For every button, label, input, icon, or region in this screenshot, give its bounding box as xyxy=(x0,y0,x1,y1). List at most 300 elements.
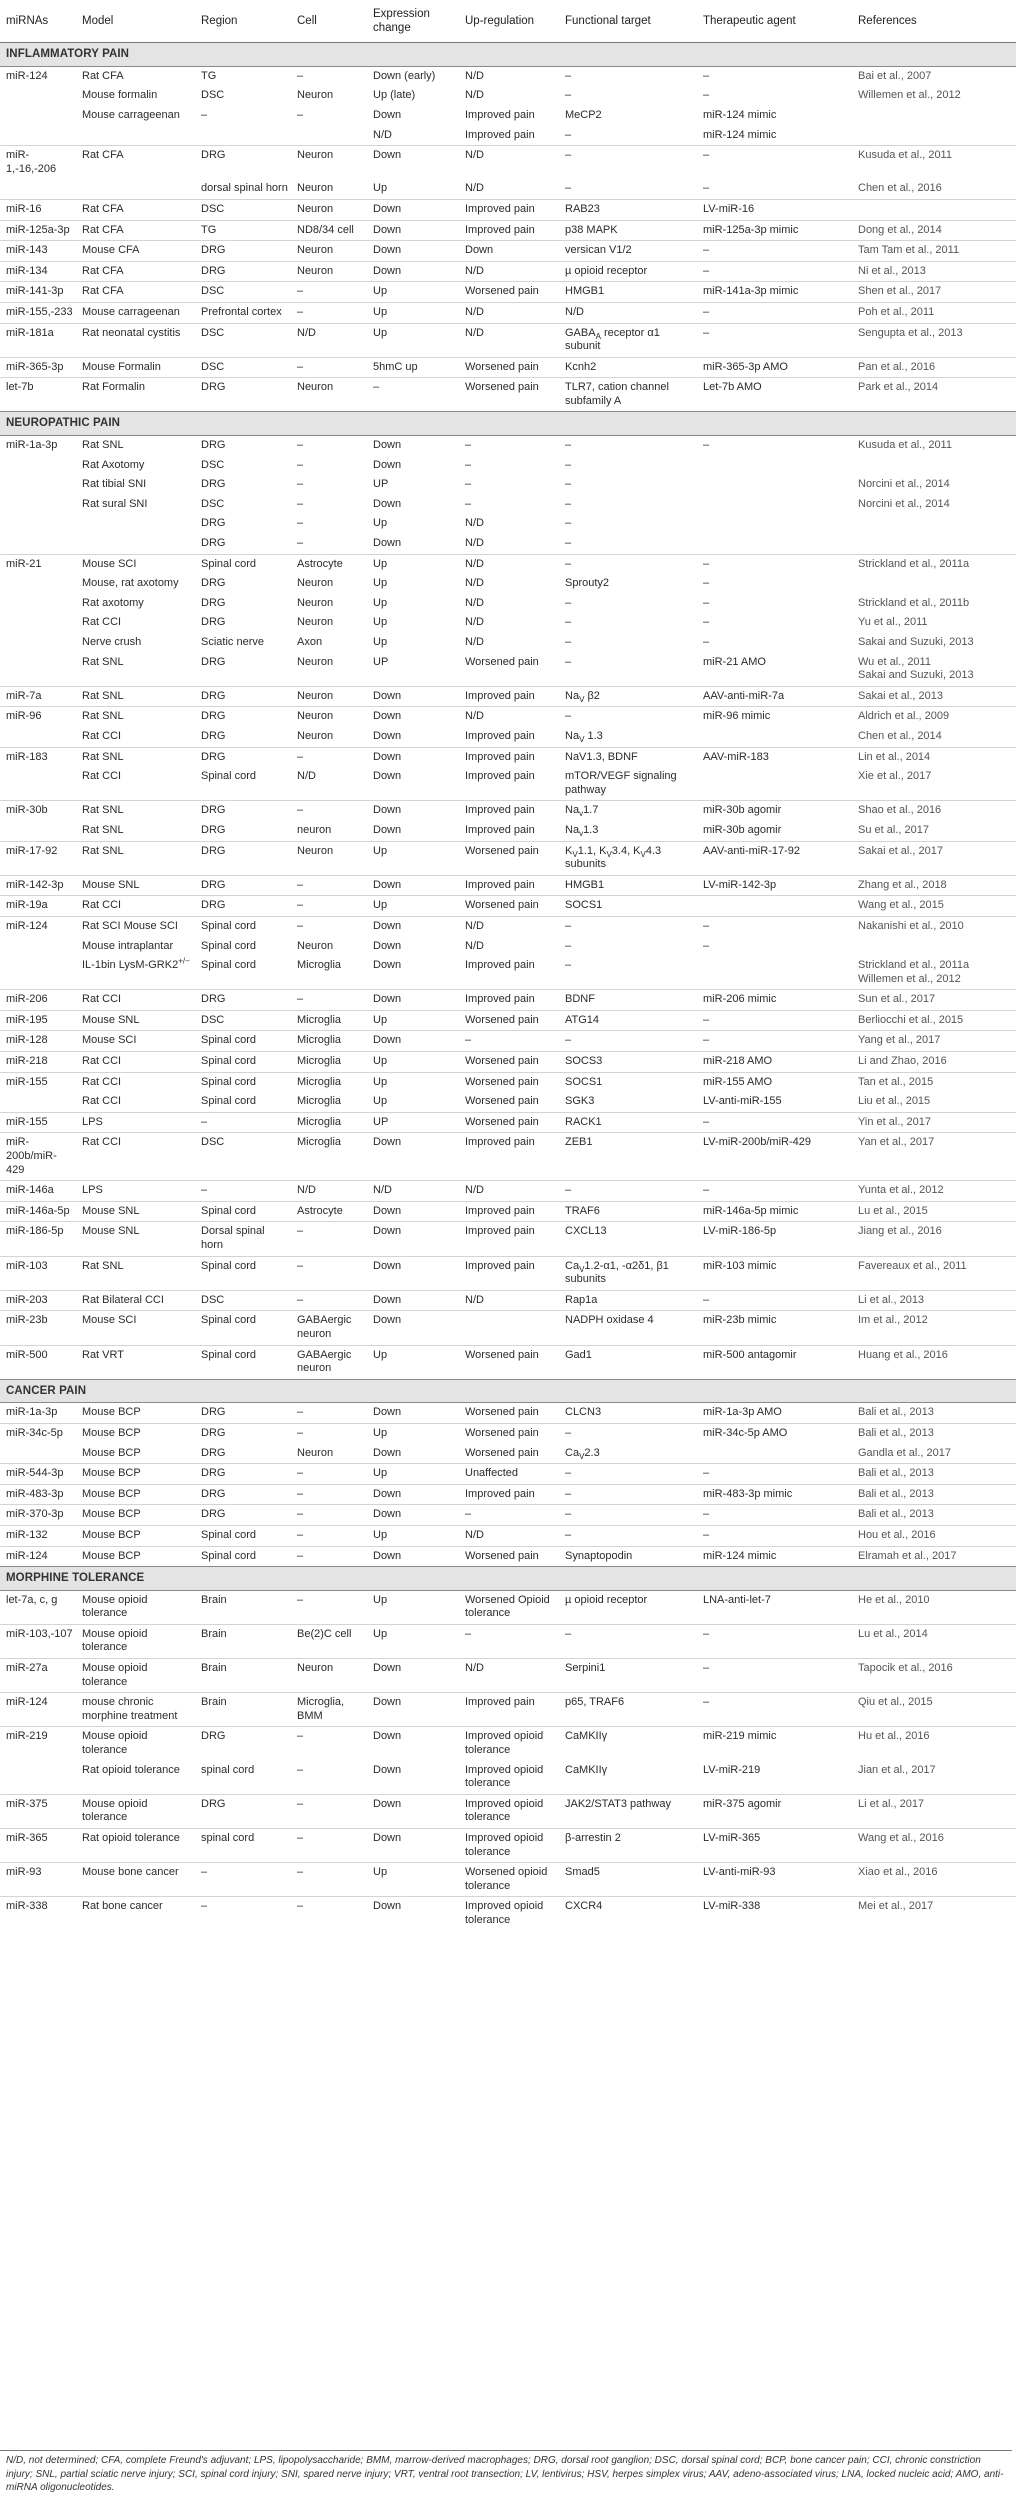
cell-expression-change: Down xyxy=(369,875,461,896)
cell-model: Mouse BCP xyxy=(78,1525,197,1546)
cell-model: Mouse opioid tolerance xyxy=(78,1727,197,1761)
table-row xyxy=(0,1311,1016,1345)
cell-functional-target: NaV1.3, BDNF xyxy=(561,747,699,767)
cell-functional-target: SOCS3 xyxy=(561,1052,699,1073)
cell-mirna xyxy=(0,475,78,495)
cell-expression-change: Down xyxy=(369,1031,461,1052)
cell-model: Rat CFA xyxy=(82,69,124,82)
cell-therapeutic-agent: – xyxy=(703,596,710,609)
cell-therapeutic-agent: LV-miR-200b/miR-429 xyxy=(699,1133,854,1181)
cell-region: DRG xyxy=(201,1446,226,1459)
table-row xyxy=(0,574,1016,594)
cell-references: Sun et al., 2017 xyxy=(854,990,1016,1011)
cell-therapeutic-agent: miR-375 agomir xyxy=(699,1794,854,1828)
cell-functional-target: – xyxy=(561,707,699,727)
cell-references: Hu et al., 2016 xyxy=(854,1727,1016,1761)
cell-up-regulation: N/D xyxy=(461,1181,561,1202)
cell-cell: – xyxy=(297,1763,304,1776)
cell-up-regulation: N/D xyxy=(461,707,561,727)
cell-references: Chen et al., 2014 xyxy=(858,729,942,742)
cell-up-regulation: Worsened pain xyxy=(461,1345,561,1379)
cell-references: Kusuda et al., 2011 xyxy=(858,439,952,452)
cell-functional-target: NADPH oxidase 4 xyxy=(561,1311,699,1345)
cell-mirna: miR-143 xyxy=(0,241,78,262)
cell-cell: – xyxy=(293,1829,369,1863)
cell-expression-change: Down xyxy=(369,1290,461,1311)
table-row xyxy=(0,1403,1016,1424)
cell-mirna: miR-134 xyxy=(0,261,78,282)
cell-expression-change: Down xyxy=(369,707,461,727)
cell-functional-target: SOCS1 xyxy=(561,896,699,917)
cell-references xyxy=(854,199,1016,220)
cell-up-regulation: – xyxy=(465,497,472,510)
cell-region: spinal cord xyxy=(201,1763,255,1776)
cell-model: Mouse SNL xyxy=(78,1201,197,1222)
table-row xyxy=(0,633,1016,653)
cell-up-regulation: – xyxy=(461,1031,561,1052)
cell-references xyxy=(854,937,1016,957)
cell-functional-target: – xyxy=(565,939,572,952)
table-row xyxy=(0,1761,1016,1795)
cell-model: IL-1bin LysM-GRK2+/− xyxy=(82,956,190,972)
cell-model: Mouse formalin xyxy=(82,89,158,102)
table-row xyxy=(0,1092,1016,1112)
cell-up-regulation: N/D xyxy=(461,1659,561,1693)
cell-up-regulation: Down xyxy=(461,241,561,262)
cell-therapeutic-agent: – xyxy=(699,1624,854,1658)
table-row xyxy=(0,1444,1016,1464)
cell-up-regulation: N/D xyxy=(461,261,561,282)
table-row xyxy=(0,241,1016,262)
cell-model: Mouse SNL xyxy=(78,1222,197,1256)
cell-therapeutic-agent: AAV-miR-183 xyxy=(699,747,854,767)
cell-references: Tapocik et al., 2016 xyxy=(854,1659,1016,1693)
cell-therapeutic-agent: – xyxy=(699,1112,854,1133)
cell-references: Zhang et al., 2018 xyxy=(854,875,1016,896)
cell-functional-target: – xyxy=(565,517,572,530)
cell-therapeutic-agent: miR-124 mimic xyxy=(703,108,777,121)
cell-region: Sciatic nerve xyxy=(201,636,264,648)
table-row xyxy=(0,613,1016,633)
cell-region: DSC xyxy=(197,1133,293,1181)
cell-functional-target: p65, TRAF6 xyxy=(561,1693,699,1727)
cell-region: DRG xyxy=(201,596,226,609)
cell-up-regulation: Improved pain xyxy=(461,1222,561,1256)
table-row xyxy=(0,767,1016,801)
cell-expression-change: Down xyxy=(369,1659,461,1693)
cell-model: Mouse BCP xyxy=(82,1446,141,1459)
cell-cell: N/D xyxy=(293,1181,369,1202)
cell-references xyxy=(854,456,1016,476)
cell-up-regulation: N/D xyxy=(465,616,484,629)
cell-up-regulation: Improved pain xyxy=(461,1484,561,1505)
cell-functional-target: $GABA_A$ receptor α1 subunit xyxy=(561,323,699,357)
cell-therapeutic-agent: – xyxy=(703,89,710,102)
cell-expression-change: Up xyxy=(369,896,461,917)
cell-region: DSC xyxy=(197,323,293,357)
cell-functional-target: – xyxy=(561,1031,699,1052)
cell-region: DRG xyxy=(197,1505,293,1526)
cell-therapeutic-agent: miR-219 mimic xyxy=(699,1727,854,1761)
cell-up-regulation: Improved pain xyxy=(461,1256,561,1290)
cell-expression-change: UP xyxy=(369,1112,461,1133)
cell-therapeutic-agent: – xyxy=(703,439,710,452)
cell-model: Rat CFA xyxy=(78,199,197,220)
cell-functional-target: µ opioid receptor xyxy=(561,261,699,282)
cell-functional-target: – xyxy=(561,1505,699,1526)
table-row xyxy=(0,1794,1016,1828)
cell-model: Mouse opioid tolerance xyxy=(78,1624,197,1658)
cell-up-regulation: N/D xyxy=(461,302,561,323)
cell-mirna: miR-27a xyxy=(0,1659,78,1693)
cell-cell: – xyxy=(293,1290,369,1311)
cell-therapeutic-agent: – xyxy=(699,1464,854,1485)
cell-model: Mouse BCP xyxy=(78,1484,197,1505)
table-row xyxy=(0,1624,1016,1658)
cell-cell: Neuron xyxy=(293,261,369,282)
cell-up-regulation: Improved pain xyxy=(461,990,561,1011)
cell-expression-change: Up xyxy=(373,182,388,195)
table-row xyxy=(0,916,1016,936)
cell-model: Rat axotomy xyxy=(82,596,144,609)
cell-region: DRG xyxy=(201,537,226,550)
cell-functional-target: MeCP2 xyxy=(565,108,602,121)
cell-up-regulation: Improved pain xyxy=(461,220,561,241)
cell-therapeutic-agent: miR-365-3p AMO xyxy=(699,357,854,378)
cell-therapeutic-agent: – xyxy=(699,323,854,357)
cell-functional-target: – xyxy=(561,1624,699,1658)
cell-cell: ND8/34 cell xyxy=(293,220,369,241)
cell-up-regulation: Improved pain xyxy=(465,128,535,141)
cell-expression-change: Up xyxy=(369,282,461,303)
cell-mirna: miR-34c-5p xyxy=(0,1423,78,1443)
cell-region: DRG xyxy=(197,1727,293,1761)
cell-functional-target: – xyxy=(565,69,572,82)
cell-functional-target: – xyxy=(561,1484,699,1505)
table-row xyxy=(0,534,1016,554)
cell-mirna: miR-195 xyxy=(0,1010,78,1031)
cell-functional-target: – xyxy=(565,439,572,452)
cell-region: DRG xyxy=(201,478,226,491)
cell-references: Bali et al., 2013 xyxy=(854,1505,1016,1526)
cell-region: DRG xyxy=(197,146,293,180)
table-row xyxy=(0,1290,1016,1311)
cell-references xyxy=(854,126,1016,146)
cell-model: Rat SNL xyxy=(82,823,124,836)
cell-therapeutic-agent: – xyxy=(703,636,710,648)
cell-cell: Microglia xyxy=(293,1133,369,1181)
cell-therapeutic-agent: LV-miR-338 xyxy=(699,1897,854,1931)
cell-functional-target: $Na_v1.3$ xyxy=(565,823,599,839)
cell-region: TG xyxy=(197,220,293,241)
cell-cell: Neuron xyxy=(297,616,334,629)
cell-functional-target: Kcnh2 xyxy=(561,357,699,378)
cell-functional-target: ATG14 xyxy=(561,1010,699,1031)
cell-references: Yan et al., 2017 xyxy=(854,1133,1016,1181)
cell-references xyxy=(854,574,1016,594)
cell-cell: – xyxy=(297,1406,304,1419)
cell-therapeutic-agent: miR-483-3p mimic xyxy=(699,1484,854,1505)
cell-functional-target: – xyxy=(561,1464,699,1485)
table-row xyxy=(0,956,1016,990)
cell-mirna: miR-370-3p xyxy=(0,1505,78,1526)
cell-cell: Be(2)C cell xyxy=(293,1624,369,1658)
cell-expression-change: Down xyxy=(373,823,402,836)
cell-therapeutic-agent xyxy=(699,727,854,747)
cell-cell: – xyxy=(293,1863,369,1897)
cell-up-regulation: N/D xyxy=(461,323,561,357)
cell-model: Mouse SNL xyxy=(78,1010,197,1031)
table-row xyxy=(0,1133,1016,1181)
cell-mirna: miR-124 xyxy=(6,69,48,82)
cell-expression-change: Up xyxy=(373,636,388,648)
cell-region: DRG xyxy=(197,875,293,896)
cell-cell: Neuron xyxy=(293,241,369,262)
cell-model xyxy=(78,514,197,534)
cell-region: Brain xyxy=(197,1624,293,1658)
cell-model: Mouse BCP xyxy=(78,1464,197,1485)
cell-cell: – xyxy=(293,875,369,896)
cell-functional-target: $Ca_V1.2-\alpha 1$, -α2δ1, β1 subunits xyxy=(561,1256,699,1290)
cell-region: – xyxy=(197,1897,293,1931)
cell-cell: GABAergic neuron xyxy=(293,1311,369,1345)
cell-therapeutic-agent: LV-miR-186-5p xyxy=(699,1222,854,1256)
table-row xyxy=(0,1031,1016,1052)
cell-functional-target: – xyxy=(565,458,572,471)
cell-region: Prefrontal cortex xyxy=(197,302,293,323)
cell-region: DRG xyxy=(197,747,293,767)
cell-references: Li and Zhao, 2016 xyxy=(854,1052,1016,1073)
cell-cell: – xyxy=(293,1222,369,1256)
cell-mirna: miR-124 xyxy=(0,1546,78,1567)
cell-cell: – xyxy=(293,990,369,1011)
cell-references: Wang et al., 2015 xyxy=(854,896,1016,917)
cell-up-regulation: N/D xyxy=(465,69,484,82)
cell-cell: Neuron xyxy=(293,146,369,180)
cell-therapeutic-agent: – xyxy=(703,577,710,590)
cell-expression-change: Down xyxy=(369,1897,461,1931)
cell-up-regulation: Improved pain xyxy=(461,747,561,767)
cell-expression-change: UP xyxy=(373,478,389,491)
cell-references: Favereaux et al., 2011 xyxy=(854,1256,1016,1290)
cell-up-regulation: Worsened pain xyxy=(465,1406,539,1419)
cell-up-regulation: – xyxy=(465,478,472,491)
cell-expression-change: UP xyxy=(373,655,389,668)
table-row xyxy=(0,323,1016,357)
cell-therapeutic-agent: – xyxy=(699,302,854,323)
cell-up-regulation: N/D xyxy=(461,1290,561,1311)
cell-functional-target: – xyxy=(565,959,572,972)
table-row xyxy=(0,1863,1016,1897)
cell-references: Hou et al., 2016 xyxy=(854,1525,1016,1546)
table-row xyxy=(0,1829,1016,1863)
cell-model: Mouse opioid tolerance xyxy=(82,1593,148,1620)
cell-mirna: miR-93 xyxy=(0,1863,78,1897)
cell-cell: GABAergic neuron xyxy=(293,1345,369,1379)
cell-references: Yu et al., 2011 xyxy=(858,616,928,629)
cell-region: dorsal spinal horn xyxy=(201,182,288,195)
cell-cell: Microglia xyxy=(293,1072,369,1092)
cell-model: Mouse SCI xyxy=(78,554,197,574)
cell-therapeutic-agent: Let-7b AMO xyxy=(699,378,854,412)
cell-expression-change: Down xyxy=(369,1693,461,1727)
cell-references: Shao et al., 2016 xyxy=(854,801,1016,821)
table-row xyxy=(0,821,1016,841)
cell-expression-change: Up xyxy=(369,554,461,574)
cell-region: DRG xyxy=(201,655,226,668)
cell-therapeutic-agent: – xyxy=(699,261,854,282)
cell-region: DSC xyxy=(197,282,293,303)
cell-expression-change: Up xyxy=(369,1423,461,1443)
cell-therapeutic-agent: AAV-anti-miR-7a xyxy=(699,686,854,707)
cell-functional-target: Rap1a xyxy=(561,1290,699,1311)
cell-functional-target: CXCR4 xyxy=(561,1897,699,1931)
cell-mirna: miR-375 xyxy=(0,1794,78,1828)
table-row xyxy=(0,1546,1016,1567)
table-header xyxy=(0,0,1016,43)
cell-expression-change: Down xyxy=(369,1133,461,1181)
cell-mirna: miR-21 xyxy=(0,554,78,574)
cell-functional-target: SOCS1 xyxy=(561,1072,699,1092)
cell-model: Mouse Formalin xyxy=(78,357,197,378)
cell-references: Park et al., 2014 xyxy=(854,378,1016,412)
table-row xyxy=(0,1345,1016,1379)
cell-cell: – xyxy=(293,1464,369,1485)
cell-region: DRG xyxy=(197,241,293,262)
cell-functional-target: HMGB1 xyxy=(561,875,699,896)
cell-model: Rat opioid tolerance xyxy=(78,1829,197,1863)
cell-mirna: miR-103,-107 xyxy=(0,1624,78,1658)
cell-mirna: miR-17-92 xyxy=(0,841,78,875)
cell-expression-change: Up xyxy=(373,1095,388,1108)
cell-references xyxy=(854,534,1016,554)
cell-region: – xyxy=(201,108,208,121)
cell-references: Xiao et al., 2016 xyxy=(854,1863,1016,1897)
cell-expression-change: Up xyxy=(373,616,388,629)
cell-references: Sengupta et al., 2013 xyxy=(854,323,1016,357)
cell-functional-target: – xyxy=(565,655,572,668)
cell-up-regulation: Improved pain xyxy=(461,686,561,707)
cell-region: Spinal cord xyxy=(201,939,257,952)
cell-model: Nerve crush xyxy=(82,636,142,648)
cell-expression-change: Up xyxy=(369,1010,461,1031)
cell-region: DRG xyxy=(197,378,293,412)
cell-expression-change: Up xyxy=(369,1464,461,1485)
cell-therapeutic-agent: LNA-anti-let-7 xyxy=(703,1593,771,1606)
cell-model: Rat opioid tolerance xyxy=(82,1763,180,1776)
cell-up-regulation: – xyxy=(461,1624,561,1658)
cell-model: Mouse SNL xyxy=(78,875,197,896)
cell-cell: Neuron xyxy=(297,596,334,609)
cell-references: Bali et al., 2013 xyxy=(854,1484,1016,1505)
cell-cell: Microglia xyxy=(293,1052,369,1073)
cell-cell: – xyxy=(293,1484,369,1505)
section-title: MORPHINE TOLERANCE xyxy=(0,1567,1016,1591)
cell-model: Rat CCI xyxy=(78,1052,197,1073)
table-row xyxy=(0,1659,1016,1693)
cell-functional-target: RACK1 xyxy=(561,1112,699,1133)
table-row xyxy=(0,378,1016,412)
cell-cell: – xyxy=(293,1727,369,1761)
cell-functional-target: – xyxy=(565,182,572,195)
header-model: Model xyxy=(78,0,197,43)
cell-therapeutic-agent: miR-124 mimic xyxy=(703,128,777,141)
cell-cell xyxy=(293,126,369,146)
table-row xyxy=(0,1897,1016,1931)
section-title: NEUROPATHIC PAIN xyxy=(0,412,1016,436)
cell-region: Spinal cord xyxy=(197,1201,293,1222)
cell-up-regulation: N/D xyxy=(465,596,484,609)
cell-therapeutic-agent: – xyxy=(703,182,710,195)
cell-up-regulation: N/D xyxy=(465,182,484,195)
cell-cell: Neuron xyxy=(297,89,334,102)
table-row xyxy=(0,126,1016,146)
cell-region: Dorsal spinal horn xyxy=(197,1222,293,1256)
cell-therapeutic-agent xyxy=(699,456,854,476)
cell-cell: Neuron xyxy=(293,841,369,875)
table-row xyxy=(0,475,1016,495)
cell-therapeutic-agent: – xyxy=(699,1525,854,1546)
cell-therapeutic-agent: miR-125a-3p mimic xyxy=(699,220,854,241)
cell-therapeutic-agent xyxy=(699,896,854,917)
cell-therapeutic-agent: – xyxy=(699,1010,854,1031)
cell-mirna: miR-23b xyxy=(0,1311,78,1345)
cell-mirna: miR-500 xyxy=(0,1345,78,1379)
table-row xyxy=(0,146,1016,180)
cell-model: Rat SNL xyxy=(82,439,124,452)
cell-up-regulation: Improved opioid tolerance xyxy=(461,1897,561,1931)
cell-expression-change: Down xyxy=(373,497,402,510)
table-row xyxy=(0,1256,1016,1290)
cell-model: Rat CCI xyxy=(82,616,122,629)
cell-up-regulation: Worsened pain xyxy=(461,1072,561,1092)
cell-mirna xyxy=(0,456,78,476)
cell-references: Jiang et al., 2016 xyxy=(854,1222,1016,1256)
cell-references: Im et al., 2012 xyxy=(854,1311,1016,1345)
cell-cell: – xyxy=(297,517,304,530)
cell-references: Sakai and Suzuki, 2013 xyxy=(858,636,974,648)
cell-functional-target: – xyxy=(565,537,572,550)
table-row xyxy=(0,86,1016,106)
cell-cell: – xyxy=(293,916,369,936)
cell-region: DRG xyxy=(197,261,293,282)
cell-references: Nakanishi et al., 2010 xyxy=(854,916,1016,936)
cell-therapeutic-agent: miR-96 mimic xyxy=(699,707,854,727)
cell-model: Rat CCI xyxy=(78,990,197,1011)
cell-expression-change: Down xyxy=(369,1484,461,1505)
cell-region: DRG xyxy=(201,729,226,742)
cell-therapeutic-agent: – xyxy=(699,1031,854,1052)
cell-therapeutic-agent xyxy=(699,534,854,554)
cell-up-regulation: Improved opioid tolerance xyxy=(465,1763,544,1790)
cell-cell: Neuron xyxy=(293,378,369,412)
cell-cell: – xyxy=(293,747,369,767)
cell-model xyxy=(78,126,197,146)
cell-cell: Microglia xyxy=(293,1010,369,1031)
cell-mirna: miR-124 xyxy=(0,1693,78,1727)
cell-mirna: miR-30b xyxy=(0,801,78,821)
cell-model: Rat VRT xyxy=(78,1345,197,1379)
cell-mirna: miR-155 xyxy=(0,1112,78,1133)
cell-expression-change: Up xyxy=(369,1072,461,1092)
cell-model: Rat SCI Mouse SCI xyxy=(78,916,197,936)
cell-model: Rat CCI xyxy=(82,729,122,742)
cell-therapeutic-agent: – xyxy=(703,69,710,82)
cell-mirna xyxy=(0,534,78,554)
cell-functional-target: versican V1/2 xyxy=(561,241,699,262)
cell-cell: – xyxy=(297,497,304,510)
cell-expression-change: Down xyxy=(369,1829,461,1863)
